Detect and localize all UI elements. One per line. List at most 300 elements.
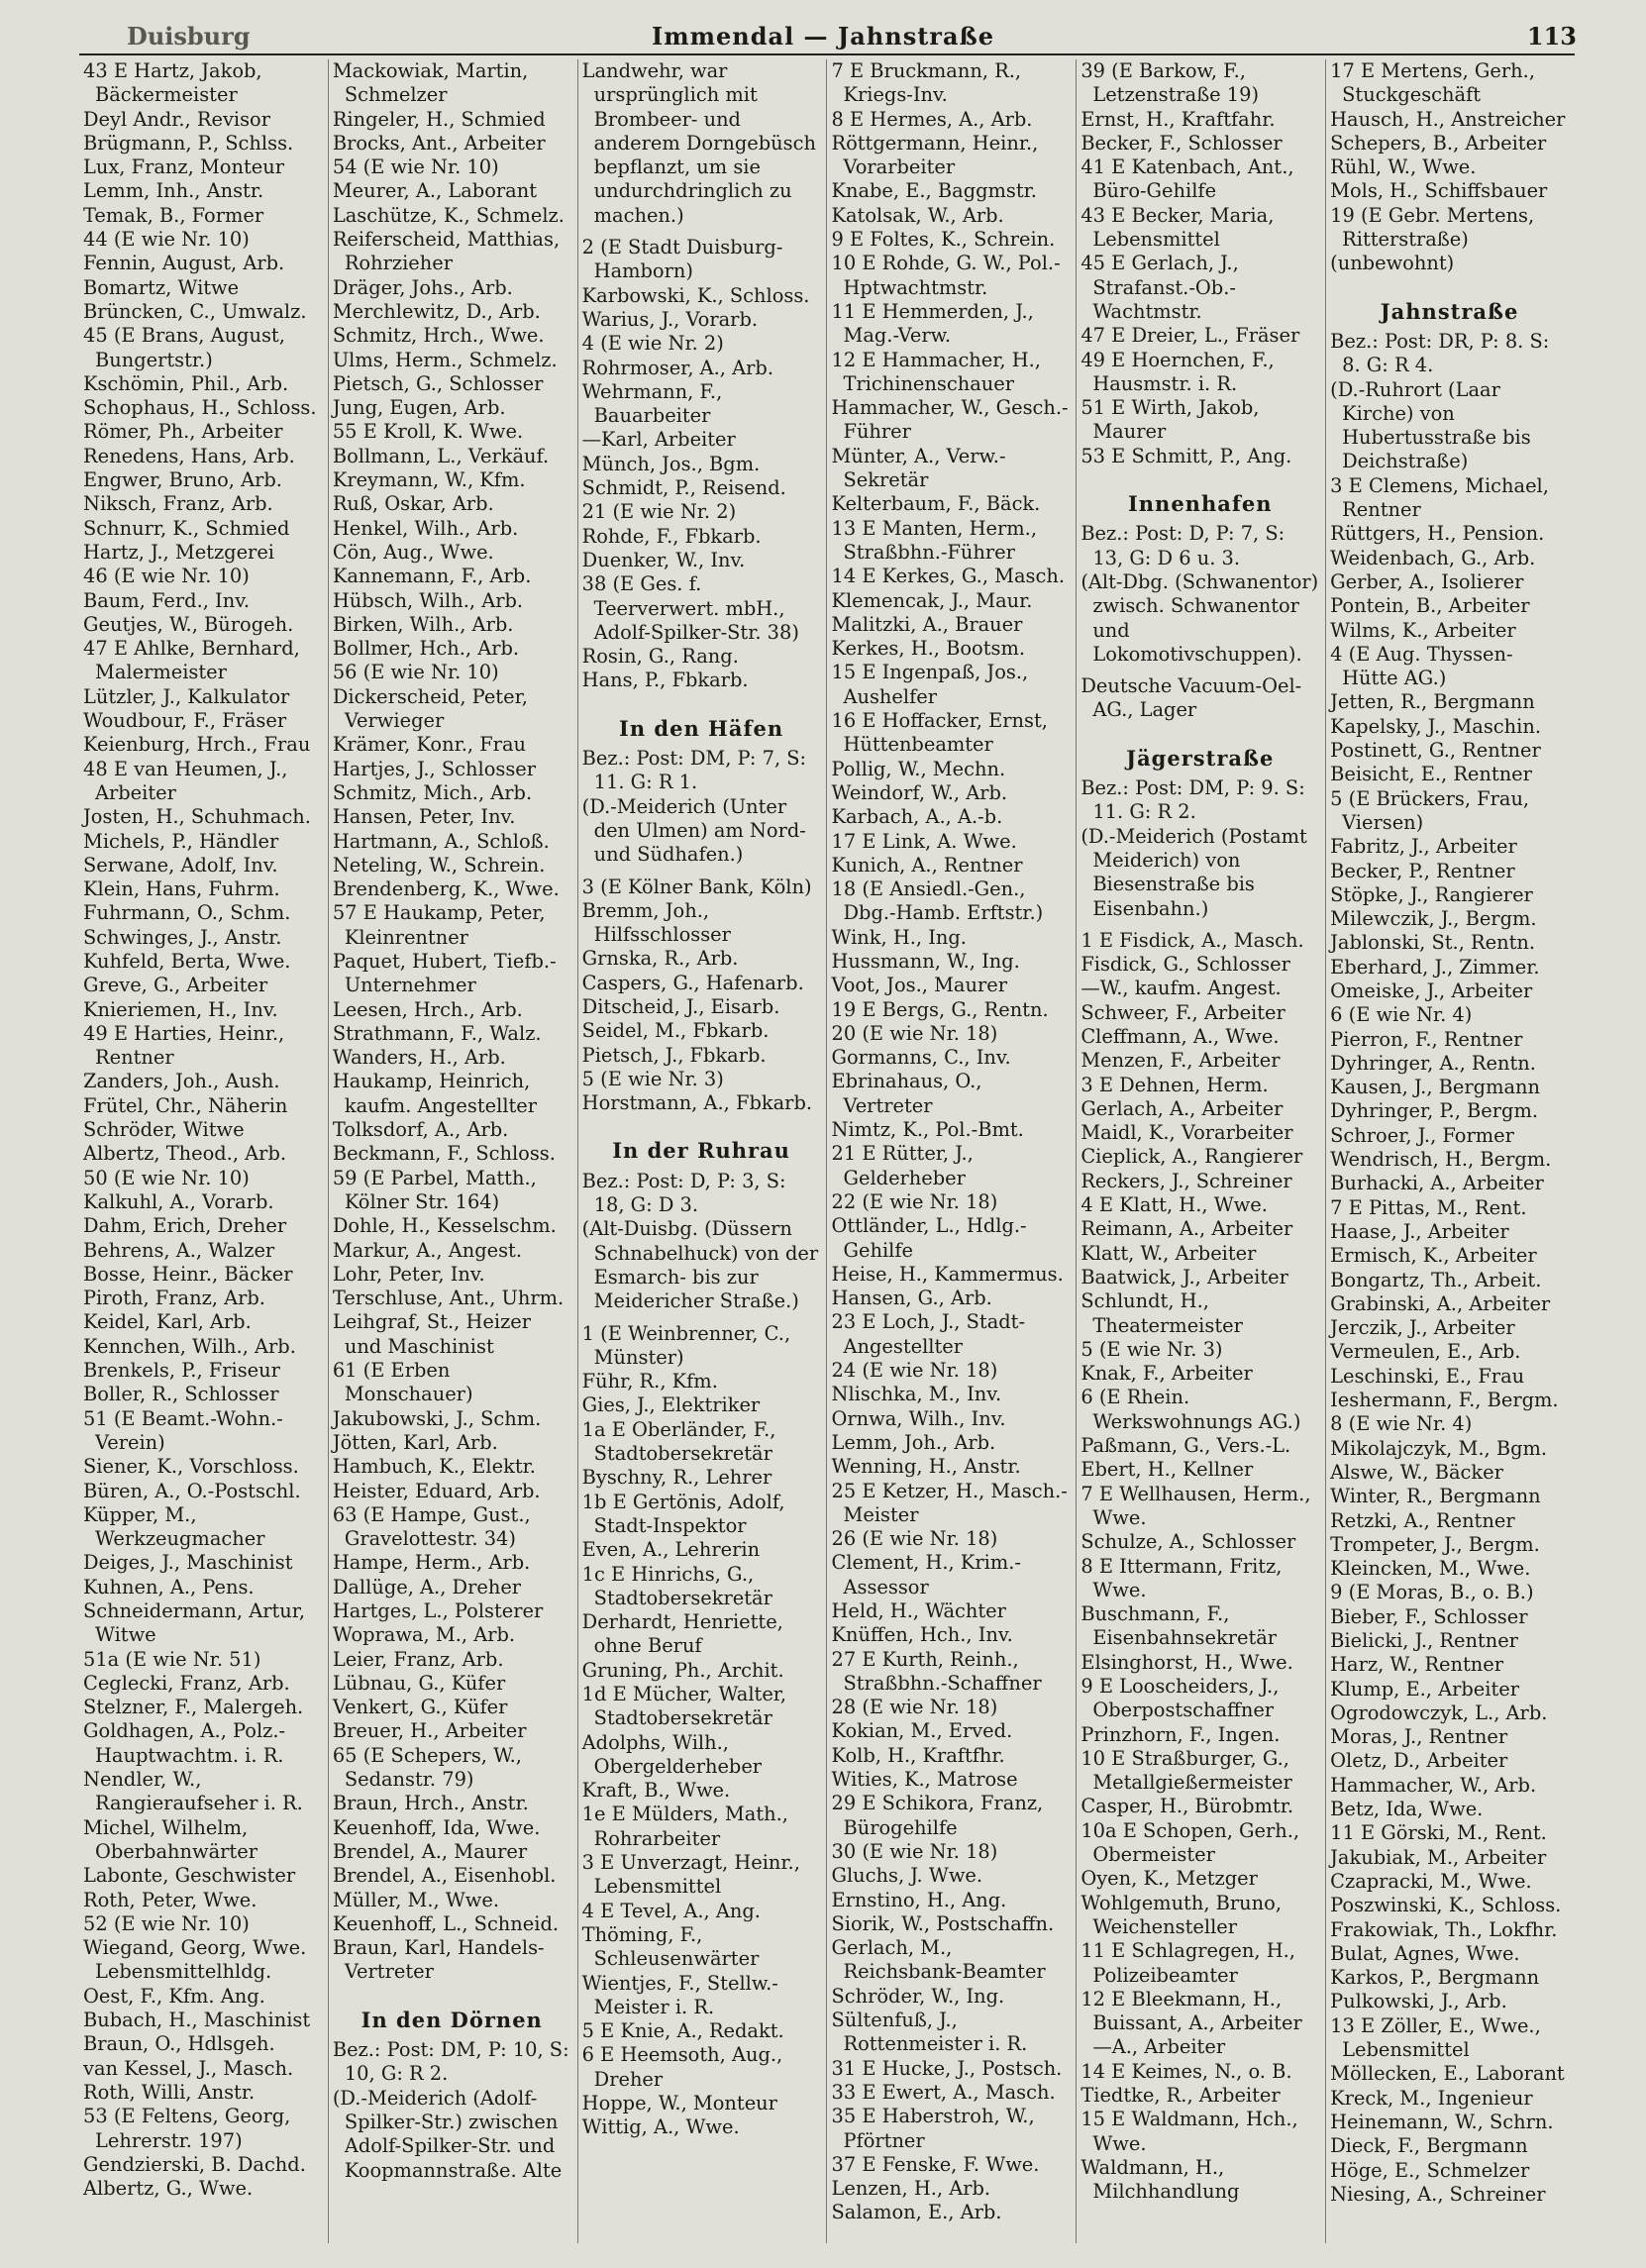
directory-entry: 4 E Tevel, A., Ang. [581,1899,761,1922]
directory-entry: Derhardt, Henriette, ohne Beruf [581,1610,783,1658]
directory-entry: Henkel, Wilh., Arb. [332,516,519,540]
directory-entry: Zanders, Joh., Aush. [83,1070,280,1093]
directory-entry: Reimann, A., Arbeiter [1080,1217,1293,1241]
directory-entry: Reckers, J., Schreiner [1080,1169,1292,1192]
directory-entry: 17 E Link, A. Wwe. [831,829,1017,853]
directory-entry: 53 (E Feltens, Georg, Lehrerstr. 197) [83,2105,291,2152]
directory-entry: Lux, Franz, Monteur [83,155,284,179]
directory-entry: Thöming, F., Schleusenwärter [581,1922,760,1971]
directory-entry: 20 (E wie Nr. 18) [831,1021,998,1045]
directory-entry: 11 E Hemmerden, J., Mag.-Verw. [831,299,1034,348]
directory-entry: Römer, Ph., Arbeiter [83,420,283,444]
street-heading: In der Ruhrau [612,1138,790,1164]
directory-entry: Hussmann, W., Ing. [831,949,1020,973]
directory-entry: Baum, Ferd., Inv. [83,588,251,612]
directory-entry: Karkos, P., Bergmann [1330,1966,1540,1990]
directory-entry: Schulze, A., Schlosser [1080,1530,1296,1554]
directory-entry: 1a E Oberländer, F., Stadtobersekretär [581,1417,776,1466]
spacer [582,1314,821,1322]
directory-entry: Büren, A., O.-Postschl. [83,1479,301,1502]
directory-entry: Wientjes, F., Stellw.-Meister i. R. [581,1971,778,2018]
directory-entry: Hartmann, A., Schloß. [332,829,550,853]
directory-entry: Harz, W., Rentner [1330,1653,1504,1677]
directory-entry: Kuhnen, A., Pens. [83,1575,255,1598]
directory-entry: Schlundt, H., Theatermeister [1080,1289,1243,1337]
directory-entry: 4 (E Aug. Thyssen-Hütte AG.) [1330,642,1513,690]
directory-entry: Duenker, W., Inv. [581,548,746,571]
directory-entry: 1e E Mülders, Math., Rohrarbeiter [581,1803,788,1850]
directory-entry: 52 (E wie Nr. 10) [83,1911,250,1935]
directory-entry: Deyl Andr., Revisor [83,107,271,131]
directory-entry: Braun, Hrch., Anstr. [332,1792,529,1815]
directory-entry: (D.-Meiderich (Adolf-Spilker-Str.) zwischen Adolf-Spilker-Str. und Koopmannstraße. Alte [332,2086,563,2182]
directory-entry: Katolsak, W., Arb. [831,203,1004,227]
directory-entry: 3 E Unverzagt, Heinr., Lebensmittel [581,1851,800,1899]
directory-entry: Casper, H., Bürobmtr. [1080,1795,1293,1818]
directory-entry: Brendel, A., Maurer [332,1839,528,1863]
directory-entry: Stöpke, J., Rangierer [1330,882,1533,906]
directory-entry: 6 (E wie Nr. 4) [1330,1003,1473,1027]
directory-entry: Kalkuhl, A., Vorarb. [83,1189,274,1213]
directory-entry: Krämer, Konr., Frau [332,733,527,757]
directory-entry: 65 (E Schepers, W., Sedanstr. 79) [332,1743,522,1792]
directory-entry: Knieriemen, H., Inv. [83,997,278,1021]
directory-entry: 38 (E Ges. f. Teerverwert. mbH., Adolf-Spilker-Str. 38) [581,572,799,644]
directory-entry: Rosin, G., Rang. [581,645,739,669]
directory-entry: 24 (E wie Nr. 18) [831,1359,998,1383]
directory-entry: Ringeler, H., Schmied [332,107,546,131]
directory-entry: 16 E Hoffacker, Ernst, Hüttenbeamter [831,709,1048,757]
directory-entry: Dallüge, A., Dreher [332,1575,522,1598]
directory-entry: Hammacher, W., Gesch.-Führer [831,396,1069,444]
directory-entry: 6 E Heemsoth, Aug., Dreher [581,2043,783,2091]
directory-entry: Nlischka, M., Inv. [831,1383,1002,1406]
directory-entry: 5 (E wie Nr. 3) [1080,1337,1223,1361]
directory-entry: Bez.: Post: DM, P: 7, S: 11. G: R 1. [581,747,807,794]
directory-entry: Fennin, August, Arb. [83,252,285,275]
directory-entry: 50 (E wie Nr. 10) [83,1166,250,1189]
directory-entry: Karbowski, K., Schloss. [581,283,810,307]
directory-entry: Rohde, F., Fbkarb. [581,524,762,548]
directory-entry: 1d E Mücher, Walter, Stadtobersekretär [581,1683,787,1730]
directory-entry: Klemencak, J., Maur. [831,588,1033,612]
directory-entry: Bubach, H., Maschinist [83,2009,311,2032]
directory-entry: Czapracki, M., Wwe. [1330,1869,1532,1893]
directory-entry: Dahm, Erich, Dreher [83,1214,287,1238]
directory-entry: Knak, F., Arbeiter [1080,1362,1253,1386]
directory-entry: Müller, M., Wwe. [332,1888,500,1911]
directory-entry: 10a E Schopen, Gerh., Obermeister [1080,1818,1300,1867]
directory-entry: Weidenbach, G., Arb. [1330,546,1536,569]
directory-entry: 9 (E Moras, B., o. B.) [1330,1581,1534,1604]
directory-entry: Adolphs, Wilh., Obergelderheber [581,1730,763,1778]
directory-entry: 54 (E wie Nr. 10) [332,155,499,179]
page-header [0,14,1646,53]
directory-entry: Michels, P., Händler [83,829,279,853]
directory-entry: Rühl, W., Wwe. [1330,155,1477,179]
directory-entry: 14 E Kerkes, G., Masch. [831,565,1066,588]
street-heading: Innenhafen [1127,491,1273,517]
directory-entry: Omeiske, J., Arbeiter [1330,979,1533,1002]
directory-entry: 5 E Knie, A., Redakt. [581,2019,784,2043]
directory-entry: Cön, Aug., Wwe. [332,540,494,564]
directory-entry: 51 (E Beamt.-Wohn.-Verein) [83,1406,283,1454]
directory-entry: Münter, A., Verw.-Sekretär [831,444,1006,492]
directory-entry: Pollig, W., Mechn. [831,757,1006,780]
directory-entry: 48 E van Heumen, J., Arbeiter [83,757,288,804]
directory-entry: Gerlach, A., Arbeiter [1080,1096,1284,1120]
directory-entry: Warius, J., Vorarb. [581,307,759,331]
directory-entry: Postinett, G., Rentner [1330,739,1541,763]
directory-entry: 45 E Gerlach, J., Strafanst.-Ob.-Wachtmstr. [1080,252,1239,323]
directory-entry: Goldhagen, A., Polz.-Hauptwachtm. i. R. [83,1719,286,1767]
directory-entry: Lemm, Joh., Arb. [831,1430,996,1454]
directory-entry: 29 E Schikora, Franz, Bürogehilfe [831,1792,1044,1839]
directory-entry: Weindorf, W., Arb. [831,780,1008,804]
directory-entry: 59 (E Parbel, Matth., Kölner Str. 164) [332,1166,537,1213]
directory-entry: Retzki, A., Rentner [1330,1508,1515,1532]
directory-entry: Knabe, E., Baggmstr. [831,179,1037,203]
directory-entry: Hoppe, W., Monteur [581,2092,777,2115]
directory-entry: Markur, A., Angest. [332,1238,522,1262]
directory-entry: Leschinski, E., Frau [1330,1364,1525,1388]
directory-entry: 11 E Görski, M., Rent. [1330,1821,1547,1845]
directory-entry: Lohr, Peter, Inv. [332,1262,485,1286]
directory-entry: Deutsche Vacuum-Oel-AG., Lager [1080,674,1302,722]
directory-entry: Klump, E., Arbeiter [1330,1677,1519,1701]
directory-entry: 21 E Rütter, J., Gelderheber [831,1142,974,1189]
directory-entry: Lützler, J., Kalkulator [83,684,290,708]
directory-entry: Bez.: Post: DM, P: 9. S: 11. G: R 2. [1080,776,1305,824]
directory-entry: Dyhringer, A., Rentn. [1330,1051,1536,1075]
directory-entry: Gies, J., Elektriker [581,1393,761,1417]
directory-entry: Jakubowski, J., Schm. [332,1406,542,1430]
directory-entry: Heister, Eduard, Arb. [332,1479,541,1502]
directory-entry: Küpper, M., Werkzeugmacher [83,1502,265,1551]
directory-entry: Strathmann, F., Walz. [332,1021,542,1045]
directory-entry: 53 E Schmitt, P., Ang. [1080,444,1292,467]
directory-entry: Ottländer, L., Hdlg.-Gehilfe [831,1214,1027,1262]
directory-entry: Jakubiak, M., Arbeiter [1330,1845,1547,1869]
directory-entry: Vermeulen, E., Arb. [1330,1340,1521,1364]
directory-entry: 4 (E wie Nr. 2) [581,332,724,356]
column-3 [578,59,828,2243]
directory-entry: Josten, H., Schuhmach. [83,805,311,829]
directory-entry: Bez.: Post: DM, P: 10, S: 10, G: R 2. [332,2038,569,2086]
directory-entry: Gendzierski, B. Dachd. [83,2152,306,2176]
directory-entry: Jetten, R., Bergmann [1330,690,1535,714]
directory-entry: Salamon, E., Arb. [831,2201,1002,2224]
directory-entry: Tolksdorf, A., Arb. [332,1118,509,1142]
directory-entry: Keidel, Karl, Arb. [83,1310,252,1334]
directory-entry: Pietsch, J., Fbkarb. [581,1043,767,1067]
directory-entry: Behrens, A., Walzer [83,1238,275,1262]
directory-entry: Ornwa, Wilh., Inv. [831,1406,1006,1430]
directory-entry: Schmidt, P., Reisend. [581,476,786,500]
directory-entry: Voot, Jos., Maurer [831,974,1007,997]
directory-entry: 51 E Wirth, Jakob, Maurer [1080,396,1260,444]
directory-entry: Schmitz, Hrch., Wwe. [332,324,545,348]
directory-entry: Ebert, H., Kellner [1080,1458,1254,1482]
directory-entry: 4 E Klatt, H., Wwe. [1080,1193,1268,1217]
directory-entry: (Alt-Duisbg. (Düssern Schnabelhuck) von der Esmarch- bis zur Meidericher Straße.) [581,1217,819,1313]
directory-columns [79,59,1575,2243]
header-street-range: Immendal — Jahnstraße [652,22,994,51]
directory-entry: Bielicki, J., Rentner [1330,1629,1518,1652]
directory-entry: 12 E Bleekmann, H., Buissant, A., Arbeiter —A., Arbeiter [1080,1987,1302,2059]
directory-entry: Woprawa, M., Arb. [332,1623,516,1647]
directory-entry: Schröder, W., Ing. [831,1984,1005,2008]
spacer [582,868,821,876]
directory-entry: Waldmann, H., Milchhandlung [1080,2155,1240,2204]
directory-entry: Venkert, G., Küfer [332,1696,508,1719]
directory-entry: Jötten, Karl, Arb. [332,1430,498,1454]
directory-entry: Beisicht, E., Rentner [1330,763,1532,786]
directory-entry: Höge, E., Schmelzer [1330,2158,1530,2182]
directory-entry: Gormanns, C., Inv. [831,1046,1011,1070]
directory-entry: Wities, K., Matrose [831,1768,1018,1792]
directory-entry: Lenzen, H., Arb. [831,2177,991,2201]
directory-entry: Wanders, H., Arb. [332,1046,506,1070]
directory-entry: Keuenhoff, Ida, Wwe. [332,1815,541,1839]
directory-entry: Albertz, Theod., Arb. [83,1142,287,1166]
directory-entry: Gerlach, M., Reichsbank-Beamter [831,1936,1046,1984]
directory-entry: Mols, H., Schiffsbauer [1330,179,1548,203]
directory-entry: Betz, Ida, Wwe. [1330,1798,1484,1821]
directory-entry: 51a (E wie Nr. 51) [83,1647,261,1671]
directory-entry: Keienburg, Hrch., Frau [83,733,311,757]
directory-entry: Fisdick, G., Schlosser [1080,953,1290,977]
directory-entry: Seidel, M., Fbkarb. [581,1019,770,1043]
directory-entry: 35 E Haberstroh, W., Pförtner [831,2105,1035,2152]
directory-entry: Schepers, B., Arbeiter [1330,131,1547,155]
directory-entry: (unbewohnt) [1330,252,1455,275]
directory-entry: 25 E Ketzer, H., Masch.-Meister [831,1479,1068,1526]
directory-entry: Paßmann, G., Vers.-L. [1080,1434,1291,1458]
street-heading: In den Häfen [619,715,784,741]
directory-entry: Paquet, Hubert, Tiefb.-Unternehmer [332,949,557,997]
directory-entry: Kuhfeld, Berta, Wwe. [83,949,291,973]
directory-entry: Nimtz, K., Pol.-Bmt. [831,1118,1024,1142]
directory-entry: Roth, Peter, Wwe. [83,1888,257,1911]
directory-entry: Byschny, R., Lehrer [581,1466,772,1490]
directory-entry: Grnska, R., Arb. [581,947,739,971]
directory-entry: 39 (E Barkow, F., Letzenstraße 19) [1080,59,1260,107]
directory-entry: 10 E Rohde, G. W., Pol.-Hptwachtmstr. [831,252,1061,299]
directory-entry: Wilms, K., Arbeiter [1330,618,1516,642]
directory-entry: Burhacki, A., Arbeiter [1330,1172,1544,1195]
directory-entry: Knüffen, Hch., Inv. [831,1623,1013,1647]
directory-entry: Mikolajczyk, M., Bgm. [1330,1436,1548,1460]
directory-entry: 61 (E Erben Monschauer) [332,1359,473,1406]
directory-entry: Terschluse, Ant., Uhrm. [332,1287,565,1310]
directory-entry: Kelterbaum, F., Bäck. [831,492,1041,516]
directory-entry: Labonte, Geschwister [83,1864,296,1888]
directory-entry: Woudbour, F., Fräser [83,709,287,733]
directory-entry: 63 (E Hampe, Gust., Gravelottestr. 34) [332,1502,531,1551]
directory-entry: 6 (E Rhein. Werkswohnungs AG.) [1080,1386,1301,1433]
header-rule [79,53,1575,55]
directory-entry: Wittig, A., Wwe. [581,2115,740,2139]
directory-entry: Oletz, D., Arbeiter [1330,1749,1508,1773]
directory-entry: —Karl, Arbeiter [581,428,736,452]
directory-entry: Klatt, W., Arbeiter [1080,1241,1257,1265]
directory-entry: van Kessel, J., Masch. [83,2056,294,2080]
directory-entry: Hartz, J., Metzgerei [83,540,275,564]
directory-entry: Bongartz, Th., Arbeit. [1330,1268,1542,1291]
directory-entry: Bez.: Post: D, P: 3, S: 18, G: D 3. [581,1169,786,1217]
directory-entry: Bez.: Post: DR, P: 8. S: 8. G: R 4. [1330,329,1550,377]
directory-entry: 26 (E wie Nr. 18) [831,1527,998,1551]
directory-entry: Beckmann, F., Schloss. [332,1142,556,1166]
directory-entry: Hans, P., Fbkarb. [581,669,749,692]
directory-entry: Cleffmann, A., Wwe. [1080,1024,1280,1048]
directory-entry: Milewczik, J., Bergm. [1330,907,1537,931]
directory-entry: 8 E Hermes, A., Arb. [831,107,1033,131]
column-1 [79,59,329,2243]
directory-entry: Schröder, Witwe [83,1118,245,1142]
directory-entry: Gerber, A., Isolierer [1330,569,1524,593]
directory-entry: Bosse, Heinr., Bäcker [83,1262,293,1286]
directory-entry: 7 E Pittas, M., Rent. [1330,1195,1527,1219]
directory-entry: Leier, Franz, Arb. [332,1647,504,1671]
directory-entry: Gruning, Ph., Archit. [581,1658,784,1682]
directory-entry: Hansen, Peter, Inv. [332,805,516,829]
directory-entry: Meurer, A., Laborant [332,179,537,203]
directory-entry: Eberhard, J., Zimmer. [1330,955,1540,979]
page-number: 113 [1526,22,1577,51]
directory-entry: Buschmann, F., Eisenbahnsekretär [1080,1602,1278,1650]
directory-entry: Horstmann, A., Fbkarb. [581,1091,813,1115]
directory-entry: 43 E Becker, Maria, Lebensmittel [1080,203,1275,252]
directory-entry: Hambuch, K., Elektr. [332,1455,536,1479]
directory-entry: Bieber, F., Schlosser [1330,1604,1528,1628]
directory-entry: Pontein, B., Arbeiter [1330,594,1530,618]
directory-entry: Fabritz, J., Arbeiter [1330,835,1517,859]
directory-entry: Ieshermann, F., Bergm. [1330,1389,1559,1412]
directory-entry: Laschütze, K., Schmelz. [332,203,565,227]
directory-entry: Ceglecki, Franz, Arb. [83,1671,290,1695]
directory-entry: Brocks, Ant., Arbeiter [332,131,546,155]
directory-entry: 15 E Waldmann, Hch., Wwe. [1080,2108,1298,2155]
directory-entry: Malitzki, A., Brauer [831,612,1023,636]
spacer [1080,667,1319,674]
directory-entry: Neteling, W., Schrein. [332,853,546,876]
directory-entry: Frakowiak, Th., Lokfhr. [1330,1917,1558,1941]
directory-entry: Breuer, H., Arbeiter [332,1719,527,1743]
directory-entry: Jerczik, J., Arbeiter [1330,1316,1515,1340]
directory-entry: (Alt-Dbg. (Schwanentor) zwisch. Schwanentor und Lokomotivschuppen). [1080,569,1319,666]
directory-entry: 27 E Kurth, Reinh., Straßbhn.-Schaffner [831,1647,1042,1695]
directory-entry: Hausch, H., Anstreicher [1330,107,1566,131]
directory-entry: Caspers, G., Hafenarb. [581,971,804,994]
directory-entry: 10 E Straßburger, G., Metallgießermeister [1080,1746,1292,1795]
directory-entry: Landwehr, war ursprünglich mit Brombeer- und anderem Dorngebüsch bepflanzt, um sie undurchdringlich zu machen.) [581,59,816,227]
directory-entry: Becker, F., Schlosser [1080,131,1283,155]
directory-entry: 37 E Fenske, F. Wwe. [831,2152,1040,2176]
directory-entry: Hübsch, Wilh., Arb. [332,588,524,612]
street-heading: Jahnstraße [1380,298,1519,324]
directory-entry: 1 E Fisdick, A., Masch. [1080,928,1304,952]
directory-entry: Nendler, W., Rangieraufseher i. R. [83,1768,303,1815]
directory-entry: Schneidermann, Artur, Witwe [83,1599,306,1647]
directory-entry: Dräger, Johs., Arb. [332,275,513,299]
directory-entry: Hartjes, J., Schlosser [332,757,537,780]
directory-entry: 55 E Kroll, K. Wwe. [332,420,524,444]
directory-entry: Kapelsky, J., Maschin. [1330,714,1542,738]
directory-entry: 13 E Manten, Herm., Straßbhn.-Führer [831,516,1037,564]
directory-entry: Poszwinski, K., Schloss. [1330,1894,1562,1917]
directory-entry: Wohlgemuth, Bruno, Weichensteller [1080,1891,1282,1938]
directory-entry: 57 E Haukamp, Peter, Kleinrentner [332,901,546,949]
directory-entry: Kannemann, F., Arb. [332,565,532,588]
directory-entry: Rohrmoser, A., Arb. [581,356,773,379]
directory-entry: Oyen, K., Metzger [1080,1867,1258,1891]
directory-entry: Kraft, B., Wwe. [581,1779,731,1803]
directory-entry: Bollmer, Hch., Arb. [332,637,520,661]
directory-entry: Ulms, Herm., Schmelz. [332,348,558,371]
directory-entry: Ruß, Oskar, Arb. [332,492,494,516]
directory-entry: Ditscheid, J., Eisarb. [581,994,780,1018]
directory-entry: Frütel, Chr., Näherin [83,1093,288,1117]
column-6 [1326,59,1575,2243]
directory-entry: 44 (E wie Nr. 10) [83,228,250,252]
directory-entry: Bremm, Joh., Hilfsschlosser [581,898,731,947]
directory-entry: Deiges, J., Maschinist [83,1551,293,1575]
directory-entry: 23 E Loch, J., Stadt-Angestellter [831,1310,1026,1358]
directory-entry: 31 E Hucke, J., Postsch. [831,2056,1063,2080]
directory-entry: Pierron, F., Rentner [1330,1027,1523,1051]
directory-entry: Kleincken, M., Wwe. [1330,1557,1531,1581]
directory-entry: Sültenfuß, J., Rottenmeister i. R. [831,2009,1028,2056]
header-city: Duisburg [127,22,251,51]
directory-entry: Schmitz, Mich., Arb. [332,780,533,804]
directory-entry: Wink, H., Ing. [831,925,967,949]
directory-entry: Michel, Wilhelm, Oberbahnwärter [83,1815,257,1863]
directory-entry: Brenkels, P., Friseur [83,1359,280,1383]
directory-entry: (D.-Meiderich (Unter den Ulmen) am Nord- und Südhafen.) [581,794,806,867]
directory-entry: Clement, H., Krim.-Assessor [831,1551,1021,1598]
directory-entry: 49 E Hoernchen, F., Hausmstr. i. R. [1080,348,1275,395]
directory-entry: 14 E Keimes, N., o. B. [1080,2059,1292,2083]
directory-entry: Oest, F., Kfm. Ang. [83,1984,265,2008]
directory-entry: Kolb, H., Kraftfhr. [831,1743,1005,1767]
directory-entry: 3 E Clemens, Michael, Rentner [1330,473,1549,522]
directory-entry: Serwane, Adolf, Inv. [83,853,278,876]
directory-entry: Röttgermann, Heinr., Vorarbeiter [831,131,1039,179]
directory-entry: Schweer, F., Arbeiter [1080,1000,1286,1024]
directory-entry: Jablonski, St., Rentn. [1330,931,1536,955]
directory-entry: Prinzhorn, F., Ingen. [1080,1722,1281,1746]
directory-entry: Heinemann, W., Schrn. [1330,2110,1554,2133]
directory-entry: Ernstino, H., Ang. [831,1888,1007,1911]
directory-entry: Winter, R., Bergmann [1330,1485,1541,1508]
directory-entry: Kennchen, Wilh., Arb. [83,1334,296,1358]
directory-entry: Gluchs, J. Wwe. [831,1864,983,1888]
directory-entry: Merchlewitz, D., Arb. [332,299,541,323]
directory-entry: Temak, B., Former [83,203,264,227]
directory-entry: Haase, J., Arbeiter [1330,1219,1509,1243]
directory-entry: Leihgraf, St., Heizer und Maschinist [332,1310,532,1358]
directory-entry: Albertz, G., Wwe. [83,2177,254,2201]
directory-entry: Schwinges, J., Anstr. [83,925,282,949]
directory-entry: Jung, Eugen, Arb. [332,396,506,420]
directory-entry: 47 E Dreier, L., Fräser [1080,324,1300,348]
directory-entry: Alswe, W., Bäcker [1330,1460,1503,1484]
directory-entry: Kreck, M., Ingenieur [1330,2086,1533,2110]
directory-entry: Münch, Jos., Bgm. [581,452,761,475]
directory-entry: Lübnau, G., Küfer [332,1671,506,1695]
